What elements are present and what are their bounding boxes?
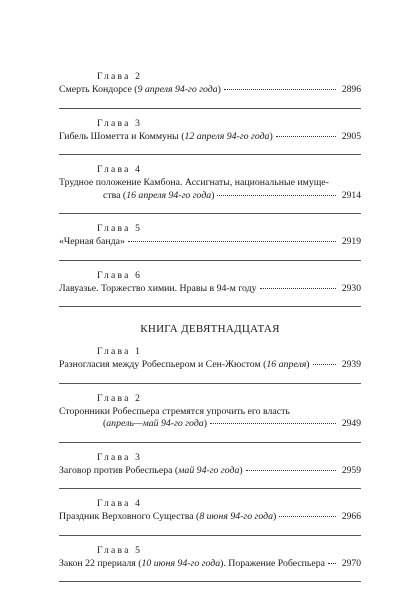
chapter-heading: Глава 5 bbox=[97, 544, 143, 556]
chapter-heading: Глава 4 bbox=[97, 164, 143, 175]
entry-title bbox=[103, 190, 214, 203]
entry-title bbox=[59, 359, 310, 372]
entry-title-suffix: ) bbox=[269, 130, 273, 142]
chapter-heading: Глава 3 bbox=[97, 117, 143, 129]
page-number: 2966 bbox=[341, 511, 361, 522]
entry-title-suffix: ) bbox=[273, 511, 277, 522]
dot-leader bbox=[224, 89, 336, 90]
entry-divider bbox=[59, 581, 361, 582]
toc-entry[interactable] bbox=[59, 545, 361, 571]
entry-title-text: Праздник Верховного Существа ( bbox=[59, 511, 200, 522]
entry-title bbox=[59, 465, 243, 478]
entry-title-suffix: ) bbox=[306, 359, 310, 370]
entry-title-suffix: ) bbox=[203, 418, 207, 429]
entry-title-text: Смерть Кондорсе ( bbox=[59, 84, 138, 95]
dot-leader bbox=[217, 195, 336, 196]
entry-date: 16 апреля 94-го года bbox=[126, 189, 212, 201]
entry-divider bbox=[59, 260, 361, 261]
toc-line bbox=[59, 84, 361, 97]
page-number: 2919 bbox=[341, 236, 361, 247]
entry-title-text: Лавуазье. Торжество химии. Нравы в 94-м году bbox=[59, 282, 257, 294]
dot-leader bbox=[279, 516, 336, 517]
toc-entry[interactable] bbox=[59, 346, 361, 372]
entry-divider bbox=[59, 154, 361, 155]
toc-entry[interactable] bbox=[59, 71, 361, 97]
entry-title-text: Трудное положение Камбона. Ассигнаты, национальные имуще- bbox=[59, 177, 329, 188]
chapter-heading: Глава 2 bbox=[97, 392, 143, 404]
chapter-heading: Глава 4 bbox=[97, 498, 143, 509]
toc-line bbox=[59, 236, 361, 249]
toc-line bbox=[59, 406, 361, 419]
entry-divider bbox=[59, 108, 361, 109]
page-number: 2970 bbox=[341, 557, 361, 569]
dot-leader bbox=[313, 364, 336, 365]
toc-section-top bbox=[59, 71, 361, 307]
chapter-heading: Глава 5 bbox=[97, 223, 143, 234]
entry-title-text: Сторонники Робеспьера стремятся упрочить его власть bbox=[59, 405, 290, 417]
page-number: 2914 bbox=[341, 189, 361, 201]
entry-date: 8 июня 94-го года bbox=[199, 511, 274, 522]
entry-date: 12 апреля 94-го года bbox=[184, 130, 270, 142]
toc-line bbox=[59, 190, 361, 203]
entry-title bbox=[59, 406, 290, 419]
page-number: 2930 bbox=[341, 282, 361, 294]
entry-date: 16 апреля bbox=[266, 359, 307, 370]
toc-entry[interactable] bbox=[59, 223, 361, 249]
toc-line bbox=[59, 131, 361, 144]
entry-date: май 94-го года bbox=[178, 464, 240, 476]
chapter-heading: Глава 3 bbox=[97, 451, 143, 463]
entry-date: 10 июня 94-го года bbox=[141, 557, 221, 569]
entry-title bbox=[59, 283, 257, 296]
page-number: 2905 bbox=[341, 130, 361, 142]
entry-title-text: Заговор против Робеспьера ( bbox=[59, 464, 179, 476]
entry-title bbox=[59, 84, 221, 97]
dot-leader bbox=[276, 136, 336, 137]
entry-title-suffix: ) bbox=[217, 84, 221, 95]
entry-title bbox=[59, 511, 276, 524]
toc-entry[interactable] bbox=[59, 164, 361, 202]
page-number: 2959 bbox=[341, 464, 361, 476]
chapter-heading: Глава 2 bbox=[97, 71, 143, 82]
entry-divider bbox=[59, 442, 361, 443]
entry-title-suffix: ). Поражение Робеспьера bbox=[220, 557, 325, 569]
toc-entry[interactable] bbox=[59, 452, 361, 478]
page-number: 2949 bbox=[341, 418, 361, 429]
toc-entry[interactable] bbox=[59, 270, 361, 296]
entry-date: 9 апреля 94-го года bbox=[137, 84, 218, 95]
dot-leader bbox=[260, 288, 336, 289]
toc-entry[interactable] bbox=[59, 498, 361, 524]
page-number: 2896 bbox=[341, 84, 361, 95]
entry-divider bbox=[59, 306, 361, 307]
entry-title-suffix: ) bbox=[239, 464, 243, 476]
entry-title bbox=[59, 177, 329, 190]
entry-title bbox=[59, 236, 125, 249]
entry-title-text: «Черная банда» bbox=[59, 236, 125, 247]
entry-title-suffix: ) bbox=[211, 189, 215, 201]
dot-leader bbox=[328, 563, 336, 564]
entry-divider bbox=[59, 488, 361, 489]
entry-title-text: ства ( bbox=[103, 189, 127, 201]
dot-leader bbox=[246, 470, 336, 471]
entry-divider bbox=[59, 213, 361, 214]
entry-title-text: Закон 22 прериаля ( bbox=[59, 557, 142, 569]
toc-line bbox=[59, 511, 361, 524]
toc-entry[interactable] bbox=[59, 393, 361, 431]
toc-line bbox=[59, 283, 361, 296]
book-title: КНИГА ДЕВЯТНАДЦАТАЯ bbox=[140, 323, 280, 335]
entry-title bbox=[59, 131, 273, 144]
table-of-contents bbox=[59, 71, 361, 591]
toc-entry[interactable] bbox=[59, 118, 361, 144]
page-number: 2939 bbox=[341, 359, 361, 370]
chapter-heading: Глава 6 bbox=[97, 269, 143, 281]
entry-divider bbox=[59, 383, 361, 384]
entry-title-text: Разногласия между Робеспьером и Сен-Жюстом ( bbox=[59, 359, 267, 370]
chapter-heading: Глава 1 bbox=[97, 346, 143, 357]
dot-leader bbox=[210, 423, 336, 424]
toc-line bbox=[59, 177, 361, 190]
entry-title bbox=[59, 558, 325, 571]
toc-line bbox=[59, 418, 361, 431]
dot-leader bbox=[128, 241, 336, 242]
entry-title-text: Гибель Шометта и Коммуны ( bbox=[59, 130, 185, 142]
entry-date: апрель—май 94-го года bbox=[106, 418, 204, 429]
toc-line bbox=[59, 558, 361, 571]
entry-title bbox=[103, 418, 207, 431]
toc-line bbox=[59, 465, 361, 478]
toc-section-book-nineteen bbox=[59, 346, 361, 582]
entry-divider bbox=[59, 535, 361, 536]
entry-title-text: ( bbox=[103, 418, 107, 429]
toc-line bbox=[59, 359, 361, 372]
